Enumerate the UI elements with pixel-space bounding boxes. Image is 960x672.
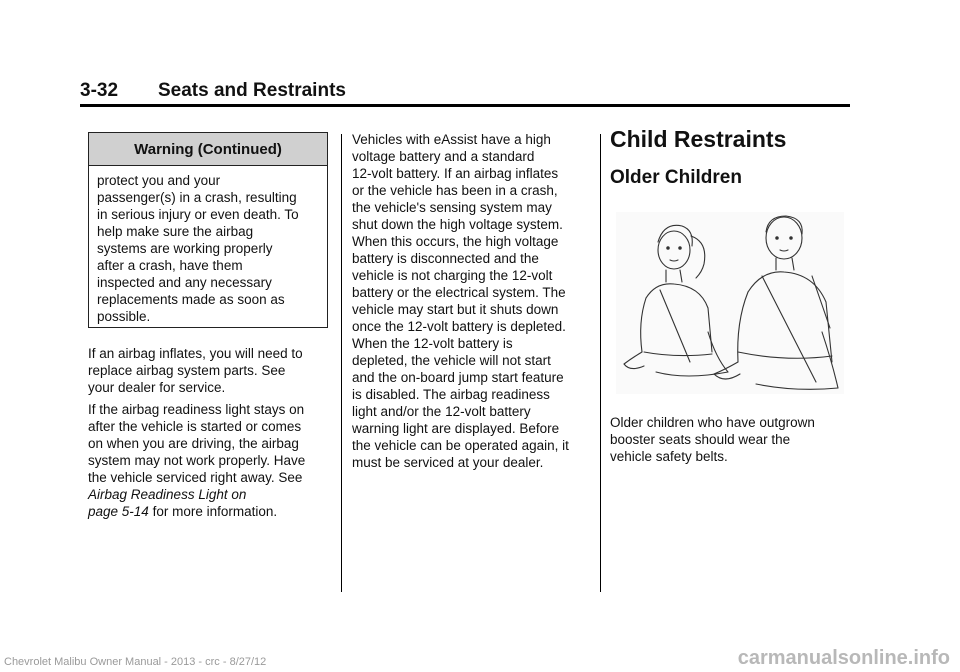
text-line: booster seats should wear the	[610, 432, 791, 447]
text-line: after the vehicle is started or comes	[88, 419, 302, 434]
page-footer	[0, 647, 960, 672]
header-rule	[80, 104, 850, 107]
page-header	[80, 80, 850, 104]
older-children-illustration	[616, 212, 844, 394]
warning-line: replacements made as soon as	[97, 292, 285, 307]
text-line: shut down the high voltage system.	[352, 217, 563, 232]
text-line: system may not work properly. Have	[88, 453, 306, 468]
warning-line: after a crash, have them	[97, 258, 243, 273]
text-line: the vehicle can be operated again, it	[352, 438, 569, 453]
section-title: Seats and Restraints	[158, 80, 346, 101]
text-line: When the 12-volt battery is	[352, 336, 513, 351]
text-line: must be serviced at your dealer.	[352, 455, 544, 470]
text-line: the vehicle serviced right away. See	[88, 470, 303, 485]
older-children-paragraph	[610, 414, 850, 465]
column-divider-1	[341, 134, 342, 592]
text-line: Vehicles with eAssist have a high	[352, 132, 551, 147]
warning-body	[89, 166, 327, 325]
text-line: replace airbag system parts. See	[88, 363, 286, 378]
airbag-inflates-paragraph	[88, 345, 338, 396]
text-line: Older children who have outgrown	[610, 415, 815, 430]
text-line: warning light are displayed. Before	[352, 421, 560, 436]
warning-line: protect you and your	[97, 173, 221, 188]
text-line: battery or the electrical system. The	[352, 285, 566, 300]
footer-meta: Chevrolet Malibu Owner Manual - 2013 - crc - 8/27/12	[4, 656, 267, 668]
text-line: If an airbag inflates, you will need to	[88, 346, 303, 361]
column-divider-2	[600, 134, 601, 592]
text-line: depleted, the vehicle will not start	[352, 353, 551, 368]
text-line: the vehicle's sensing system may	[352, 200, 552, 215]
text-line: light and/or the 12-volt battery	[352, 404, 531, 419]
text-line: your dealer for service.	[88, 380, 226, 395]
watermark: carmanualsonline.info	[737, 647, 950, 669]
text-line: on when you are driving, the airbag	[88, 436, 299, 451]
text-line: 12-volt battery. If an airbag inflates	[352, 166, 559, 181]
warning-line: inspected and any necessary	[97, 275, 272, 290]
seated-children-drawing	[616, 212, 844, 394]
text-line: vehicle safety belts.	[610, 449, 728, 464]
text-line: If the airbag readiness light stays on	[88, 402, 305, 417]
text-line: or the vehicle has been in a crash,	[352, 183, 558, 198]
text-line: voltage battery and a standard	[352, 149, 535, 164]
warning-line: systems are working properly	[97, 241, 273, 256]
text-line	[88, 503, 338, 520]
warning-line: help make sure the airbag	[97, 224, 254, 239]
heading-older-children: Older Children	[610, 167, 742, 188]
eassist-paragraph	[352, 131, 597, 471]
text-fragment: for more information.	[148, 504, 278, 519]
cross-reference-page[interactable]: page 5-14	[88, 504, 149, 519]
text-line: vehicle may start but it shuts down	[352, 302, 559, 317]
cross-reference-link[interactable]: Airbag Readiness Light on	[88, 487, 247, 502]
text-line: once the 12-volt battery is depleted.	[352, 319, 566, 334]
text-line: battery is disconnected and the	[352, 251, 539, 266]
warning-line: passenger(s) in a crash, resulting	[97, 190, 297, 205]
warning-box	[88, 132, 328, 328]
text-line: When this occurs, the high voltage	[352, 234, 559, 249]
warning-line: possible.	[97, 309, 151, 324]
readiness-light-paragraph	[88, 401, 338, 520]
warning-title: Warning (Continued)	[89, 133, 327, 166]
heading-child-restraints: Child Restraints	[610, 126, 787, 152]
text-line: vehicle is not charging the 12-volt	[352, 268, 553, 283]
page-number: 3-32	[80, 80, 119, 101]
warning-line: in serious injury or even death. To	[97, 207, 299, 222]
text-line: and the on-board jump start feature	[352, 370, 564, 385]
text-line: is disabled. The airbag readiness	[352, 387, 550, 402]
